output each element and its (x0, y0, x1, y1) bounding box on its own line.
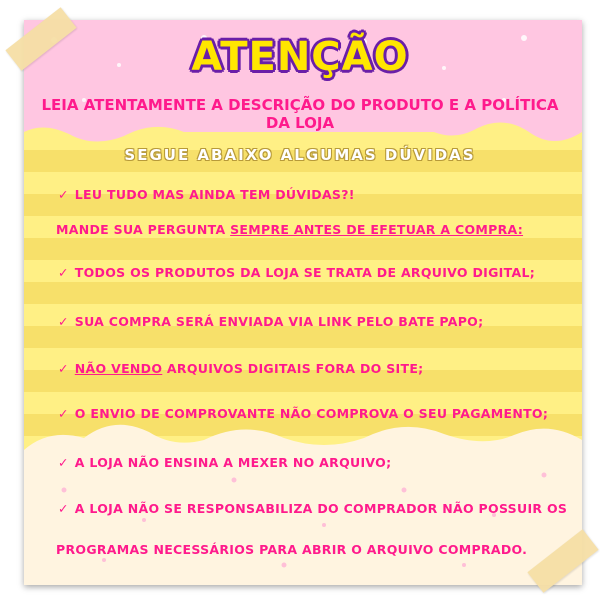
list-item: ✓ LEU TUDO MAS AINDA TEM DÚVIDAS?! (58, 187, 355, 202)
list-item: ✓ A LOJA NÃO ENSINA A MEXER NO ARQUIVO; (58, 455, 392, 470)
list-item: ✓ A LOJA NÃO SE RESPONSABILIZA DO COMPRADOR NÃO POSSUIR OS (58, 501, 568, 516)
check-icon: ✓ (58, 501, 69, 516)
check-icon: ✓ (58, 314, 69, 329)
check-icon: ✓ (58, 361, 69, 376)
check-icon: ✓ (58, 406, 69, 421)
list-item: ✓ SUA COMPRA SERÁ ENVIADA VIA LINK PELO BATE PAPO; (58, 314, 484, 329)
section-heading: SEGUE ABAIXO ALGUMAS DÚVIDAS (124, 146, 476, 164)
list-item: ✓ O ENVIO DE COMPROVANTE NÃO COMPROVA O SEU PAGAMENTO; (58, 406, 549, 421)
check-icon: ✓ (58, 187, 69, 202)
check-icon: ✓ (58, 455, 69, 470)
check-icon: ✓ (58, 265, 69, 280)
page-title: ATENÇÃO (191, 34, 409, 80)
list-item: ✓ NÃO VENDO ARQUIVOS DIGITAIS FORA DO SITE; (58, 361, 424, 376)
list-item: PROGRAMAS NECESSÁRIOS PARA ABRIR O ARQUIVO COMPRADO. (56, 542, 528, 557)
list-item: ✓ TODOS OS PRODUTOS DA LOJA SE TRATA DE ARQUIVO DIGITAL; (58, 265, 536, 280)
list-item: MANDE SUA PERGUNTA SEMPRE ANTES DE EFETUAR A COMPRA: (56, 222, 524, 237)
subtitle: LEIA ATENTAMENTE A DESCRIÇÃO DO PRODUTO E A POLÍTICA DA LOJA (41, 96, 559, 132)
